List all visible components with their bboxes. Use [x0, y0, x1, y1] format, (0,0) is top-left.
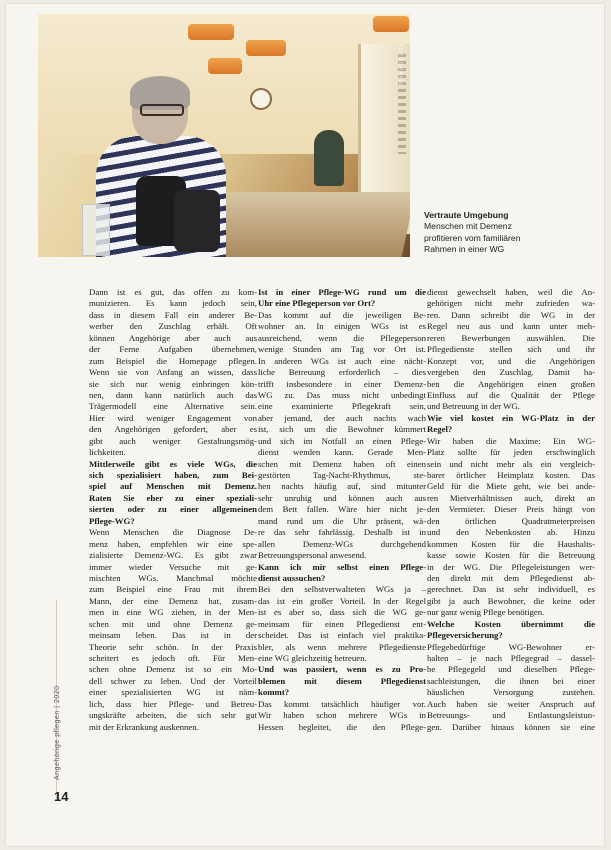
body-line: ist, sich um die Bewohner kümmert	[258, 424, 426, 435]
body-line: den Vermieter. Dieser Preis hängt von	[427, 504, 595, 515]
body-line: Das kommt auf die jeweiligen Be-	[258, 309, 426, 320]
kettle-shape	[174, 190, 220, 252]
body-line: Hessen begleitet, die den Pflege-	[258, 721, 426, 732]
body-line: Mann, der eine Demenz hat, zusam-	[89, 595, 257, 606]
body-line: munizieren. Es kann jedoch sein,	[89, 298, 257, 309]
question-line: Uhr eine Pflegeperson vor Ort?	[258, 298, 376, 309]
question-line: spiel auf Menschen mit Demenz.	[89, 481, 257, 492]
body-line: Betreuungspersonal anwesend.	[258, 550, 367, 561]
article-photo	[38, 14, 410, 257]
body-line: dem Bett fallen. Wäre hier nicht je-	[258, 504, 426, 515]
body-line: Das kommt tatsächlich häufiger vor.	[258, 698, 426, 709]
lamp-shape	[373, 16, 409, 32]
body-line: scheitert es jedoch oft. Für Men-	[89, 653, 257, 663]
question-line: Raten Sie eher zu einer speziali-	[89, 492, 257, 503]
glasses-icon	[140, 104, 184, 116]
body-line: gestörten Tag-Nacht-Rhythmus, ste-	[258, 470, 426, 480]
question-line: Wie viel kostet ein WG-Platz in der	[427, 412, 595, 423]
body-line: Platz sollte für jeden erschwinglich	[427, 447, 595, 458]
body-line: Pflegedienste stellen sich und ihr	[427, 344, 595, 355]
body-line: mischten WGs. Manchmal möchte	[89, 572, 257, 583]
body-line: dienst wenden kann. Gerade Men-	[258, 447, 426, 458]
body-line: zum Beispiel eine Frau mit ihrem	[89, 584, 257, 595]
body-line: Pflegebedürftige WG-Bewohner er-	[427, 641, 595, 652]
question-line: Ist in einer Pflege-WG rund um die	[258, 287, 426, 297]
page-number: 14	[54, 789, 69, 804]
body-line: das ist ein großer Vorteil. In der Regel	[258, 595, 426, 606]
glass-shape	[82, 204, 110, 256]
body-line: immer wieder Versuche mit ge-	[89, 561, 257, 572]
body-line: kommen Kosten für die Haushalts-	[427, 538, 595, 549]
body-line: meinsam für einen Pflegedienst ent-	[258, 618, 426, 629]
body-line: Wir haben schon mehrere WGs in	[258, 710, 426, 721]
body-line: Theorie sehr schön. In der Praxis	[89, 641, 257, 652]
body-line: den Angehörigen gefordert, aber es	[89, 424, 257, 435]
body-line: trifft insbesondere in einer Demenz-	[258, 378, 426, 389]
question-line: Welche Kosten übernimmt die	[427, 618, 595, 629]
body-line: Dann ist es gut, das offen zu kom-	[89, 287, 257, 297]
body-line: lichkeiten.	[89, 447, 126, 458]
body-line: Bei den selbstverwalteten WGs ja –	[258, 584, 426, 595]
caption-title: Vertraute Umgebung	[424, 210, 509, 220]
body-line: eine examinierte Pflegekraft sein,	[258, 401, 426, 412]
caption-line: Menschen mit Demenz	[424, 221, 512, 232]
body-line: gen. Darüber hinaus können sie eine	[427, 721, 595, 732]
body-line: nur ganz wenig Pflege benötigen.	[427, 607, 545, 618]
body-line: können Angehörige aber auch aus	[89, 332, 257, 343]
body-line: wohner an. In einigen WGs ist es	[258, 321, 426, 332]
body-line: men in eine WG ziehen, in der Men-	[89, 607, 257, 618]
body-line: ren. Dann schreibt die WG in der	[427, 309, 595, 320]
body-line: ausreichend, wenn die Pflegeperson	[258, 332, 426, 343]
question-line: sierten oder zu einer allgemeinen	[89, 504, 257, 515]
photo-credit: FOTOGRAFIE	[397, 44, 403, 87]
body-line: gehörigen nicht mehr zufrieden wa-	[427, 298, 595, 309]
body-line: sachleistungen, die ihnen bei einer	[427, 675, 595, 686]
body-line: Trägermodell eine Alternative sein.	[89, 401, 257, 412]
body-line: reren Bewerbungen auswählen. Die	[427, 332, 595, 343]
body-line: nen, dann kann natürlich auch das	[89, 389, 257, 400]
body-line: Betreuungs- und Entlastungsleistun-	[427, 710, 595, 721]
question-line: Regel?	[427, 424, 453, 435]
body-line: be Pflegegeld und dieselben Pflege-	[427, 664, 595, 675]
body-line: Wir haben die Maxime: Ein WG-	[427, 435, 595, 446]
body-line: Wenn sie von Anfang an wissen, dass	[89, 367, 257, 378]
caption-line: profitieren vom familiären	[424, 232, 521, 243]
question-line: kommt?	[258, 687, 290, 698]
question-line: blemen mit diesem Pflegedienst	[258, 675, 426, 686]
body-line: In anderen WGs ist auch eine nächt-	[258, 355, 426, 366]
body-line: sein und nicht mehr als ein vergleich-	[427, 458, 595, 469]
question-line: Und was passiert, wenn es zu Pro-	[258, 664, 426, 675]
body-line: lich, dass hier Pflege- und Betreu-	[89, 698, 257, 709]
body-line: den direkt mit dem Pflegedienst ab-	[427, 572, 595, 583]
body-line: ist es aber so, dass sich die WG ge-	[258, 607, 426, 618]
body-line: vergeben den Zuschlag. Damit ha-	[427, 367, 595, 378]
body-line: aber jemand, der auch nachts wach	[258, 412, 426, 423]
body-line: gibt auch weniger Gestaltungsmög-	[89, 435, 257, 446]
lamp-shape	[246, 40, 286, 56]
body-line: wenige Stunden am Tag vor Ort ist.	[258, 344, 426, 355]
body-line: menz haben, empfehlen wir eine spe-	[89, 538, 257, 549]
question-line: dienst aussuchen?	[258, 572, 326, 583]
body-line: sehr unruhig und können auch aus	[258, 492, 426, 503]
body-line: häuslichen Versorgung zustehen.	[427, 687, 595, 698]
question-line: Pflegeversicherung?	[427, 630, 503, 641]
body-line: und sich im Notfall an einen Pflege-	[258, 435, 426, 446]
question-line: sich spezialisiert haben, zum Bei-	[89, 470, 257, 480]
body-line: Konzept vor, und die Angehörigen	[427, 355, 595, 366]
body-line: meinsam leben. Das ist in der	[89, 630, 257, 641]
body-line: werber den Zuschlag erhält. Oft	[89, 321, 257, 332]
body-line: zialisierte Demenz-WG. Es gibt zwar	[89, 550, 257, 561]
body-line: liche Betreuung erforderlich – dies	[258, 367, 426, 378]
body-line: bler, als wenn mehrere Pflegedienste	[258, 641, 426, 652]
body-line: dass in diesem Fall ein anderer Be-	[89, 309, 257, 320]
body-line: WG zu. Das muss nicht unbedingt	[258, 389, 426, 400]
body-line: Geld für die Miete geht, wie bei ande-	[427, 481, 595, 492]
body-line: ren Mietverhältnissen auch, direkt an	[427, 492, 595, 503]
body-line: gibt ja auch Bewohner, die keine oder	[427, 595, 595, 606]
text-column-3	[427, 287, 595, 733]
background-person	[314, 130, 344, 186]
table-shape	[201, 192, 410, 257]
lamp-shape	[188, 24, 234, 40]
body-line: eine WG gleichzeitig betreuen.	[258, 653, 367, 663]
body-line: Einfluss auf die Qualität der Pflege	[427, 389, 595, 400]
body-line: halten – je nach Pflegegrad – dassel-	[427, 653, 595, 663]
question-line: Kann ich mir selbst einen Pflege-	[258, 561, 426, 572]
body-line: kasse sowie Kosten für die Betreuung	[427, 550, 595, 561]
body-line: barer örtlicher Heimplatz kosten. Das	[427, 470, 595, 480]
body-line: Wenn Menschen die Diagnose De-	[89, 527, 257, 538]
running-footer: Angehörige pflegen | 2020	[54, 685, 61, 780]
body-line: der Ferne Aufgaben übernehmen,	[89, 344, 257, 355]
body-line: zum Beispiel die Homepage pflegen.	[89, 355, 257, 366]
text-column-2	[258, 287, 426, 733]
body-line: sie sich nur wenig einbringen kön-	[89, 378, 257, 389]
body-line: und den Nebenkosten ab. Hinzu	[427, 527, 595, 538]
body-line: re das sehr fahrlässig. Deshalb ist in	[258, 527, 426, 538]
photo-caption	[424, 210, 594, 256]
body-line: dell schwer zu leben. Und der Vorteil	[89, 675, 257, 686]
question-line: Mittlerweile gibt es viele WGs, die	[89, 458, 257, 469]
body-line: schen ohne Demenz ist so ein Mo-	[89, 664, 257, 675]
body-line: und Betreuung in der WG.	[427, 401, 520, 412]
body-line: mit der Erkrankung auskennen.	[89, 721, 199, 732]
body-line: allen Demenz-WGs durchgehend	[258, 538, 426, 549]
caption-line: Rahmen in einer WG	[424, 244, 505, 255]
text-column-1	[89, 287, 257, 733]
body-line: dienst gewechselt haben, weil die An-	[427, 287, 595, 297]
body-line: scheidet. Das ist einfach viel praktika-	[258, 630, 426, 641]
body-line: ungskräfte arbeiten, die sich sehr gut	[89, 710, 257, 721]
body-line: mand rund um die Uhr präsent, wä-	[258, 515, 426, 526]
body-line: den örtlichen Quadratmeterpreisen	[427, 515, 595, 526]
lamp-shape	[208, 58, 242, 74]
clock-icon	[250, 88, 272, 110]
body-line: in der WG. Die Pflegeleistungen wer-	[427, 561, 595, 572]
body-line: ben die Angehörigen einen großen	[427, 378, 595, 389]
question-line: Pflege-WG?	[89, 515, 135, 526]
body-line: hen nachts häufig auf, sind mitunter	[258, 481, 426, 492]
body-line: schen mit Demenz haben oft einen	[258, 458, 426, 469]
body-line: gerechnet. Das ist sehr individuell, es	[427, 584, 595, 595]
body-line: Hier wird weniger Engagement von	[89, 412, 257, 423]
body-line: schen mit und ohne Demenz ge-	[89, 618, 257, 629]
body-line: Auch haben sie weiter Anspruch auf	[427, 698, 595, 709]
body-line: Regel neu aus und kann unter meh-	[427, 321, 595, 332]
body-line: einer spezialisierten WG ist näm-	[89, 687, 257, 698]
